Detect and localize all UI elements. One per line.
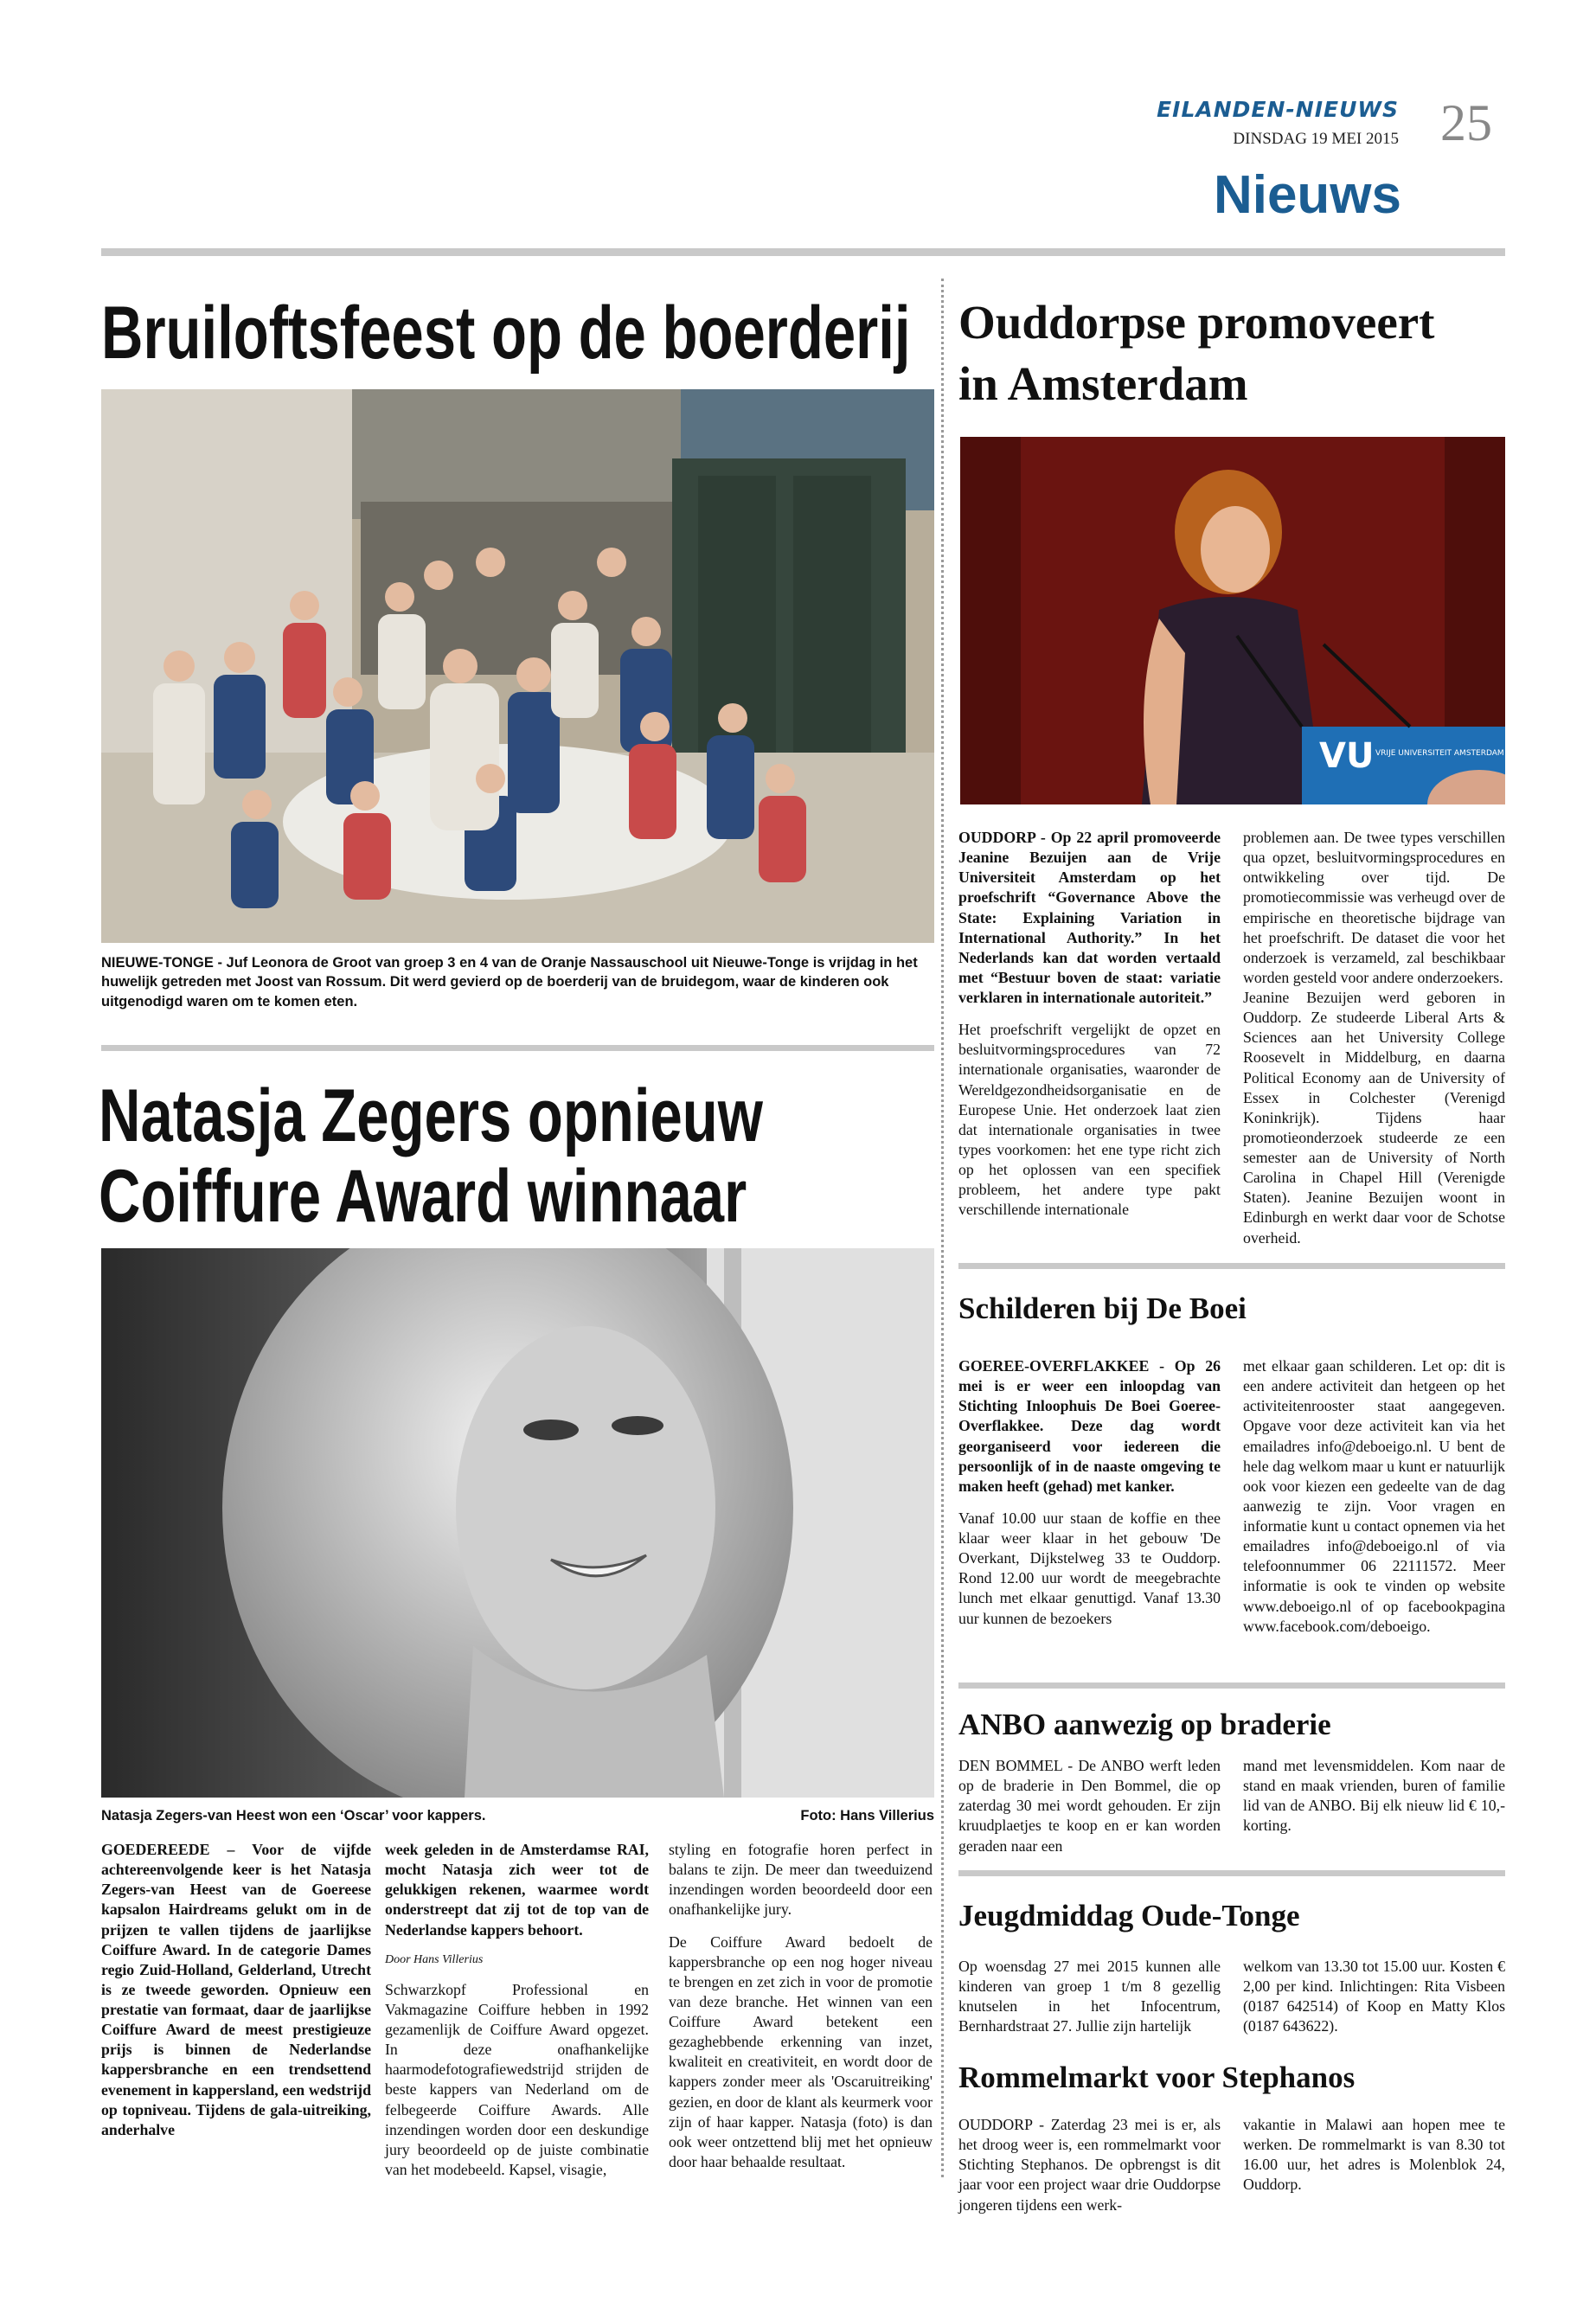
headline-natasja-line1: Natasja Zegers opnieuw (99, 1074, 763, 1157)
boei-body-col1: Vanaf 10.00 uur staan de koffie en thee klaar weer klaar in het gebouw 'De Overkant, Dijkstelweg 33 te Ouddorp. Rond 12.00 uur wordt de meegebrachte lunch met elkaar genuttigd. Vanaf 13.30 uur kunnen de bezoekers (958, 1509, 1221, 1627)
speaker-illustration (960, 437, 1505, 804)
rommel-column-1 (958, 2115, 1221, 2227)
issue-date: DINSDAG 19 MEI 2015 (1233, 130, 1399, 148)
wedding-group-photo (101, 389, 934, 943)
headline-bruiloft: Bruiloftsfeest op de boerderij (101, 292, 911, 375)
headline-natasja-line2: Coiffure Award winnaar (99, 1155, 747, 1238)
anbo-body-col1: DEN BOMMEL - De ANBO werft leden op de braderie in Den Bommel, die op zaterdag 30 mei wordt gehouden. Er zijn kruudplaetjes te koop en er kan worden geraden naar een (958, 1757, 1221, 1855)
natasja-portrait-photo (101, 1248, 934, 1798)
headline-rommel: Rommelmarkt voor Stephanos (958, 2061, 1356, 2094)
jeugd-body-col2: welkom van 13.30 tot 15.00 uur. Kosten € 2,00 per kind. Inlichtingen: Rita Visbeen (0187 642514) of Koop en Matty Klos (0187 643622). (1243, 1958, 1505, 2035)
boei-lead: GOEREE-OVERFLAKKEE - Op 26 mei is er weer een inloopdag van Stichting Inloophuis De Boei Goeree-Overflakkee. Deze dag wordt georganiseerd voor iedereen die persoonlijk of in de naaste omgeving te maken heeft (gehad) met kanker. (958, 1357, 1221, 1495)
natasja-lead-part1: GOEDEREEDE – Voor de vijfde achtereenvolgende keer is het Natasja Zegers-van Heest van de Goereese kapsalon Hairdreams gelukt om in de prijzen te vallen tijdens de jaarlijkse Coiffure Award. In de categorie Dames regio Zuid-Holland, Gelderland, Utrecht is ze tweede geworden. Opnieuw een prestatie van formaat, daar de jaarlijkse Coiffure Award de meest prestigieuze prijs is binnen de Nederlandse kappersbranche en een trendsettend evenement in kappersland, een wedstrijd op topniveau. Tijdens de gala-uitreiking, anderhalve (101, 1841, 371, 2138)
divider-anbo (958, 1870, 1505, 1876)
promoveert-body-col2-p1: problemen aan. De twee types verschillen qua opzet, besluitvormingsprocedures en ontwikkeling over tijd. De promotiecommissie was verheugd over de empirische en theoretische bijdrage van het proefschrift. De dataset die voor het onderzoek is verzameld, zal beschikbaar worden gesteld voor andere onderzoekers. (1243, 829, 1505, 986)
promoveert-body-col1: Het proefschrift vergelijkt de opzet en besluitvormingsprocedures van 72 internationale organisaties, waaronder de Wereldgezondheidsorganisatie en de Europese Unie. Het onderzoek laat zien dat internationale organisaties in twee types voorkomen: het ene type richt zich op het oplossen van een specifiek probleem, het andere type pakt verschillende internationale (958, 1021, 1221, 1219)
portrait-illustration (101, 1248, 934, 1798)
boei-body-col2: met elkaar gaan schilderen. Let op: dit is een andere activiteit dan hetgeen op het activiteitenrooster staat aangegeven. Opgave voor deze activiteit kan via het emailadres info@deboeigo.nl. U bent de hele dag welkom maar u kunt er natuurlijk ook voor kiezen een gedeelte van de dag aanwezig te zijn. Voor vragen en informatie kunt u contact opnemen via het emailadres info@deboeigo.nl of via telefoonnummer 06 22111572. Meer informatie is ook te vinden op website www.deboeigo.nl of op facebookpagina www.facebook.com/deboeigo. (1243, 1357, 1505, 1635)
headline-jeugd: Jeugdmiddag Oude-Tonge (958, 1899, 1300, 1932)
podium-vu-logo: VU (1319, 736, 1375, 776)
rommel-column-2 (1243, 2115, 1505, 2208)
promoveert-lead: OUDDORP - Op 22 april promoveerde Jeanine Bezuijen aan de Vrije Universiteit Amsterdam op het proefschrift “Governance Above the State: Explaining Variation in International Authority.” In het Nederlands kan dat worden vertaald met “Bestuur boven de staat: variatie verklaren in internationale autoriteit.” (958, 829, 1221, 1006)
natasja-lead-part2: week geleden in de Amsterdamse RAI, mocht Natasja zich weer tot de gelukkigen rekenen, waarmee wordt onderstreept dat zij tot de top van de Nederlandse kappers behoort. (385, 1841, 649, 1939)
promoveert-body-col2-p2: Jeanine Bezuijen werd geboren in Ouddorp. Ze studeerde Liberal Arts & Sciences aan het University College Roosevelt in Middelburg, en daarna Political Economy aan de University of Essex in Colchester (Verenigd Koninkrijk). Tijdens haar promotieonderzoek studeerde ze een semester aan de University of North Carolina in Chapel Hill (Verenigde Staten). Jeanine Bezuijen woont in Edinburgh en werkt daar voor de Schotse overheid. (1243, 989, 1505, 1247)
wedding-photo-illustration (101, 389, 934, 943)
caption-natasja: Natasja Zegers-van Heest won een ‘Oscar’ voor kappers. (101, 1808, 486, 1823)
anbo-column-1 (958, 1756, 1221, 1868)
anbo-column-2 (1243, 1756, 1505, 1849)
newspaper-logo: EILANDEN-NIEUWS (1157, 97, 1399, 122)
natasja-column-3 (669, 1840, 933, 2184)
top-divider (101, 248, 1505, 256)
headline-promoveert-line2: in Amsterdam (958, 357, 1248, 410)
jeugd-column-1 (958, 1957, 1221, 2049)
byline: Door Hans Villerius (385, 1952, 484, 1966)
anbo-body-col2: mand met levensmiddelen. Kom naar de stand en maak vrienden, buren of familie lid van de ANBO. Bij elk nieuw lid € 10,- korting. (1243, 1757, 1505, 1835)
promoveert-column-2 (1243, 828, 1505, 1260)
headline-boei: Schilderen bij De Boei (958, 1292, 1247, 1325)
page-number: 25 (1440, 94, 1492, 151)
natasja-body-col3-p1: styling en fotografie horen perfect in balans te zijn. De meer dan tweeduizend inzendingen worden beoordeeld door een onafhankelijke jury. (669, 1841, 933, 1919)
boei-column-1 (958, 1356, 1221, 1641)
column-separator (941, 279, 944, 2177)
caption-bruiloft: NIEUWE-TONGE - Juf Leonora de Groot van groep 3 en 4 van de Oranje Nassauschool uit Nieuwe-Tonge is vrijdag in het huwelijk getreden met Joost van Rossum. Dit werd gevierd op de boerderij van de bruidegom, waar de kinderen ook uitgenodigd waren om te komen eten. (101, 955, 918, 1009)
natasja-body-col2: Schwarzkopf Professional en Vakmagazine Coiffure hebben in 1992 gezamenlijk de Coiffure Award opgezet. In deze onafhankelijke haarmodefotografiewedstrijd strijden de beste kappers van Nederland om de felbegeerde Coiffure Awards. Alle inzendingen worden door een deskundige jury beoordeeld op de juiste combinatie van het modebeeld. Kapsel, visagie, (385, 1980, 649, 2178)
photo-credit-natasja: Foto: Hans Villerius (800, 1808, 934, 1823)
section-title: Nieuws (1213, 165, 1401, 225)
headline-promoveert-line1: Ouddorpse promoveert (958, 296, 1435, 349)
natasja-column-2 (385, 1840, 649, 2192)
jeugd-column-2 (1243, 1957, 1505, 2049)
headline-anbo: ANBO aanwezig op braderie (958, 1708, 1331, 1741)
divider-promoveert (958, 1263, 1505, 1269)
natasja-body-col3-p2: De Coiffure Award bedoelt de kappersbranche op een nog hoger niveau te brengen en zet zich in voor de promotie van deze branche. Het winnen van een Coiffure Award betekent een gezaghebbende erkenning van inzet, kwaliteit en creativiteit, en wordt door de kappers zonder meer als 'Oscaruitreiking' gezien, en door de klant als keurmerk voor zijn of haar kapper. Natasja (foto) is dan ook weer ontzettend blij met het opnieuw door haar behaalde resultaat. (669, 1932, 933, 2170)
rommel-body-col1: OUDDORP - Zaterdag 23 mei is er, als het droog weer is, een rommelmarkt voor Stichting Stephanos. De opbrengst is dit jaar voor een project waar drie Ouddorpse jongeren tijdens een werk- (958, 2116, 1221, 2214)
divider-boei (958, 1682, 1505, 1689)
jeugd-body-col1: Op woensdag 27 mei 2015 kunnen alle kinderen van groep 1 t/m 8 gezellig knutselen in het Infocentrum, Bernhardstraat 27. Jullie zijn hartelijk (958, 1958, 1221, 2035)
divider-bruiloft (101, 1045, 934, 1051)
promotion-speaker-photo (960, 437, 1505, 804)
natasja-column-1 (101, 1840, 371, 2152)
boei-column-2 (1243, 1356, 1505, 1649)
podium-university-name: VRIJE UNIVERSITEIT AMSTERDAM (1375, 749, 1504, 758)
promoveert-column-1 (958, 828, 1221, 1232)
rommel-body-col2: vakantie in Malawi aan hopen mee te werken. De rommelmarkt is van 8.30 tot 16.00 uur, het adres is Molenblok 24, Ouddorp. (1243, 2116, 1505, 2194)
